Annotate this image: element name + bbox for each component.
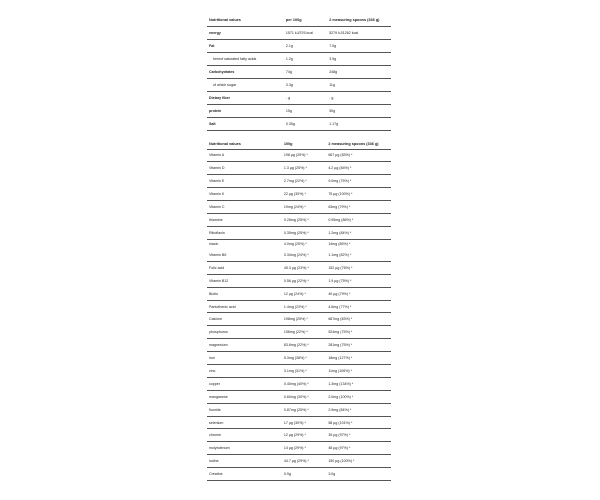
serving-value: 281mg (75%) * (328, 343, 353, 348)
per-100g-value: 19mg (24%) * (283, 205, 306, 209)
table-row (207, 149, 391, 162)
micro-nutrition-table (207, 140, 391, 481)
serving-value: 2.0mg (100%) * (328, 394, 354, 399)
nutrient-name: iodine (209, 459, 219, 464)
per-100g-value: 2.7mg (22%) * (283, 179, 307, 184)
nutrient-name: of which sugar (213, 82, 237, 87)
serving-value: 2.9mg (84%) * (328, 407, 352, 412)
nutrient-name: Vitamin C (209, 205, 225, 209)
per-100g-value: 156mg (22%) * (283, 330, 308, 335)
per-100g-value: 2.1g (285, 43, 293, 48)
table-row (207, 52, 391, 65)
nutrient-name: Vitamin A (209, 153, 225, 158)
serving-value: 9.0mg (75%) * (328, 179, 352, 184)
serving-value: 524mg (75%) * (328, 330, 353, 335)
table-row (207, 65, 391, 78)
nutrient-name: hereof saturated fatty acids (213, 56, 257, 61)
header-nutritional-values: Nutritional values (209, 142, 241, 147)
table-row (207, 104, 391, 117)
header-serving: 2 measuring spoons (336 g) (328, 142, 379, 147)
per-100g-value: 0.87mg (25%) * (283, 407, 309, 412)
micro-table-body (207, 149, 391, 481)
nutrient-name: phosphorus (209, 330, 228, 335)
header-per-100g: 100g (283, 142, 293, 147)
table-row (207, 377, 391, 390)
serving-value: - g (329, 95, 334, 100)
per-100g-value: 0.9g (283, 472, 291, 477)
table-row (207, 175, 391, 188)
per-100g-value: 0.35g (285, 121, 295, 126)
table-row (207, 213, 391, 226)
table-row (207, 274, 391, 287)
nutrient-name: Vitamin B6 (209, 252, 227, 257)
table-row (207, 287, 391, 300)
table-row (207, 91, 391, 104)
nutrient-name: Carbohydrates (209, 69, 235, 74)
nutrient-name: Riboflavin (209, 230, 225, 235)
serving-value: 1.2mg (84%) * (328, 230, 352, 235)
per-100g-value: 0.40mg (40%) * (283, 381, 309, 386)
nutrient-name: niacin (209, 242, 219, 247)
serving-value: 1.9 µg (75%) * (328, 278, 352, 283)
nutrient-name: energy (209, 30, 221, 35)
serving-value: 50g (329, 108, 336, 113)
table-row (207, 352, 391, 365)
nutrient-name: Pantothenic acid (209, 304, 236, 309)
serving-value: 3.9g (329, 56, 337, 61)
per-100g-value: 45.3 µg (23%) * (283, 265, 309, 270)
table-row (207, 390, 391, 403)
serving-value: 1.17g (329, 121, 339, 126)
table-row (207, 78, 391, 91)
table-row (207, 239, 391, 248)
per-100g-value: 198mg (25%) * (283, 317, 308, 322)
serving-value: 1.3mg (134%) * (328, 381, 354, 386)
nutrient-name: Dietary fiber (209, 95, 230, 100)
serving-value: 18mg (127%) * (328, 356, 353, 361)
per-100g-value: - g (285, 95, 291, 100)
table-row (207, 117, 391, 130)
per-100g-value: 15g (285, 108, 292, 113)
serving-value: 150 µg (100%) * (328, 459, 355, 464)
header-serving: 2 measuring spoons (336 g) (329, 18, 380, 23)
per-100g-value: 14 µg (29%) * (283, 446, 306, 451)
per-100g-value: 1.3 µg (25%) * (283, 166, 307, 171)
serving-value: 248g (329, 69, 338, 74)
serving-value: 7.0g (329, 43, 337, 48)
header-per-100g: per 100g (285, 18, 302, 23)
per-100g-value: 1571 kJ/376 kcal (285, 30, 313, 35)
per-100g-value: 22 µg (30%) * (283, 192, 306, 197)
table-row (207, 326, 391, 339)
per-100g-value: 1.4mg (23%) * (283, 304, 307, 309)
per-100g-value: 1.2g (285, 56, 293, 61)
serving-value: 667 µg (83%) * (328, 153, 353, 158)
nutrient-name: Salt (209, 121, 216, 126)
table-row (207, 468, 391, 481)
nutrient-name: Vitamin B12 (209, 278, 229, 283)
table-row (207, 403, 391, 416)
nutrient-name: Folic acid (209, 265, 225, 270)
per-100g-value: 4.0mg (25%) * (283, 242, 307, 247)
serving-value: 58 µg (101%) * (328, 420, 353, 425)
nutrient-name: Fat (209, 43, 215, 48)
nutrient-name: molybdenum (209, 446, 230, 451)
serving-value: 4.6mg (77%) * (328, 304, 352, 309)
serving-value: 667mg (83%) * (328, 317, 353, 322)
table-row (207, 39, 391, 52)
per-100g-value: 0.28mg (25%) * (283, 217, 309, 222)
per-100g-value: 17 µg (30%) * (283, 420, 306, 425)
per-100g-value: 0.56 µg (22%) * (283, 278, 309, 283)
table-row (207, 249, 391, 262)
serving-value: 4.2 µg (84%) * (328, 166, 352, 171)
per-100g-value: 44.7 µg (29%) * (283, 459, 309, 464)
table-header-row (207, 140, 391, 149)
table-row (207, 365, 391, 378)
per-100g-value: 74g (285, 69, 292, 74)
serving-value: 11g (329, 82, 335, 87)
table-row (207, 300, 391, 313)
per-100g-value: 3.1mg (31%) * (283, 368, 307, 373)
per-100g-value: 0.35mg (25%) * (283, 230, 309, 235)
per-100g-value: 83.6mg (22%) * (283, 343, 309, 348)
serving-value: 40 µg (79%) * (328, 291, 351, 296)
nutrient-name: Creatine (209, 472, 223, 477)
table-row (207, 339, 391, 352)
serving-value: 14mg (85%) * (328, 242, 351, 247)
macro-nutrition-table (207, 15, 391, 131)
table-row (207, 26, 391, 39)
nutrient-name: chrome (209, 433, 221, 438)
table-row (207, 261, 391, 274)
table-row (207, 429, 391, 442)
table-row (207, 455, 391, 468)
serving-value: 75 µg (100%) * (328, 192, 353, 197)
serving-value: 0.95mg (86%) * (328, 217, 354, 222)
table-row (207, 188, 391, 201)
nutrient-name: copper (209, 381, 220, 386)
serving-value: 1.1mg (82%) * (328, 252, 352, 257)
table-row (207, 416, 391, 429)
nutrient-name: Vitamin K (209, 192, 225, 197)
per-100g-value: 5.3mg (38%) * (283, 356, 307, 361)
per-100g-value: 12 µg (24%) * (283, 291, 306, 296)
per-100g-value: 0.60mg (30%) * (283, 394, 309, 399)
per-100g-value: 12 µg (29%) * (283, 433, 306, 438)
serving-value: 63mg (79%) * (328, 205, 351, 209)
serving-value: 39 µg (97%) * (328, 433, 351, 438)
serving-value: 3.0g (328, 472, 336, 477)
serving-value: 152 µg (76%) * (328, 265, 353, 270)
nutrient-name: manganese (209, 394, 228, 399)
nutrient-name: protein (209, 108, 222, 113)
table-row (207, 226, 391, 239)
nutrient-name: Vitamin D (209, 166, 225, 171)
table-row (207, 201, 391, 214)
macro-table-body (207, 26, 391, 130)
serving-value: 48 µg (97%) * (328, 446, 351, 451)
table-row (207, 442, 391, 455)
serving-value: 11mg (106%) * (328, 368, 353, 373)
nutrient-name: Calcium (209, 317, 222, 322)
nutrient-name: Vitamin E (209, 179, 225, 184)
header-nutritional-values: Nutritional values (209, 18, 241, 23)
per-100g-value: 3.3g (285, 82, 293, 87)
per-100g-value: 198 µg (25%) * (283, 153, 308, 158)
table-row (207, 313, 391, 326)
nutrient-name: fluoride (209, 407, 221, 412)
nutrient-name: iron (209, 356, 215, 361)
nutrient-name: zinc (209, 368, 216, 373)
table-header-row (207, 15, 391, 26)
nutrient-name: selenium (209, 420, 224, 425)
table-row (207, 162, 391, 175)
nutrient-name: Biotin (209, 291, 218, 296)
per-100g-value: 0.34mg (24%) * (283, 252, 309, 257)
serving-value: 5279 kJ/1262 kcal (329, 30, 359, 35)
nutrient-name: magnesium (209, 343, 228, 348)
nutrient-name: thiamine (209, 217, 223, 222)
